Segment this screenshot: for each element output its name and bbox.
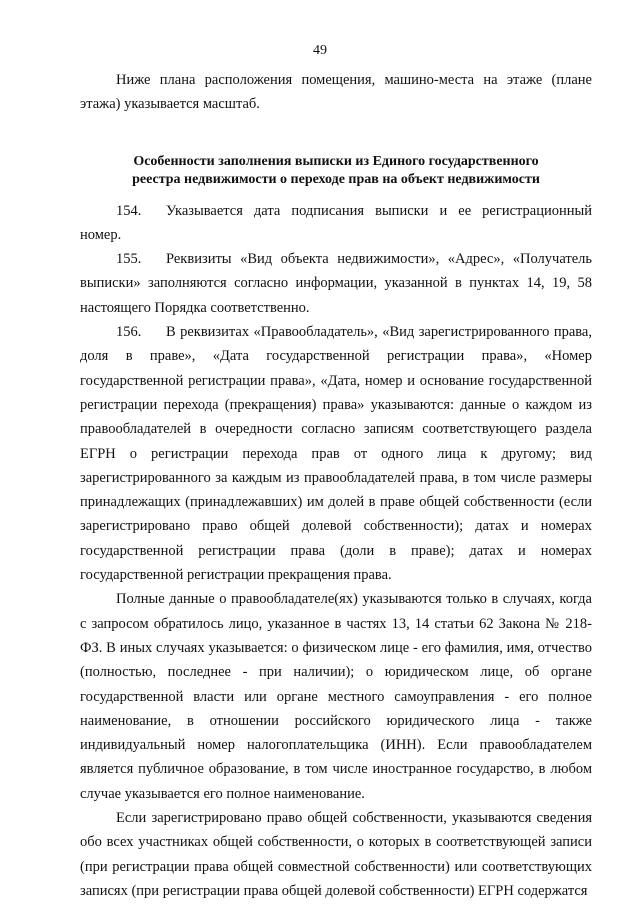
intro-paragraph: Ниже плана расположения помещения, машино-места на этаже (плане этажа) указывается масштаб. [80,72,592,113]
paragraph-text: Указывается дата подписания выписки и ее регистрационный номер. [80,202,592,243]
paragraph-common-property: Если зарегистрировано право общей собственности, указываются сведения обо всех участниках общей собственности, о которых в соответствующей записи (при регистрации права общей совместной собственности) или соответствующих записях (при регистрации права общей долевой собственности) ЕГРН содержатся [80,810,592,899]
page-number: 49 [313,43,327,58]
section-heading-line-2: реестра недвижимости о переходе прав на объект недвижимости [132,171,540,187]
section-heading [80,153,592,189]
paragraph-number: 154. [116,202,142,219]
document-body [80,68,592,903]
section-heading-line-1: Особенности заполнения выписки из Единого государственного [133,153,539,169]
paragraph-text: В реквизитах «Правообладатель», «Вид зарегистрированного права, доля в праве», «Дата государственной регистрации права», «Номер государственной регистрации права», «Дата, номер и основание государственной регистрации перехода (прекращения) права» указываются: данные о каждом из правообладателей в очередности согласно записям соответствующего раздела ЕГРН о регистрации перехода прав от одного лица к другому; вид зарегистрированного за каждым из правообладателей права, в том числе размеры принадлежащих (принадлежавших) им долей в праве общей собственности (если зарегистрировано право общей долевой собственности); датах и номерах государственной регистрации права (доли в праве); датах и номерах государственной регистрации прекращения права. [80,324,592,584]
paragraph-number: 156. [116,324,142,341]
paragraph-number: 155. [116,251,142,268]
paragraph-156 [80,320,592,587]
paragraph-text: Реквизиты «Вид объекта недвижимости», «Адрес», «Получатель выписки» заполняются согласно информации, указанной в пунктах 14, 19, 58 настоящего Порядка соответственно. [80,251,592,316]
paragraph-full-data: Полные данные о правообладателе(ях) указываются только в случаях, когда с запросом обратилось лицо, указанное в частях 13, 14 статьи 62 Закона № 218-ФЗ. В иных случаях указывается: о физическом лице - его фамилия, имя, отчество (полностью, последнее - при наличии); о юридическом лице, об органе государственной власти или органе местного самоуправления - его полное наименование, в отношении российского юридического лица - также индивидуальный номер налогоплательщика (ИНН). Если правообладателем является публичное образование, в том числе иностранное государство, в любом случае указывается его полное наименование. [80,591,592,802]
paragraph-154 [80,199,592,248]
paragraph-155 [80,247,592,320]
